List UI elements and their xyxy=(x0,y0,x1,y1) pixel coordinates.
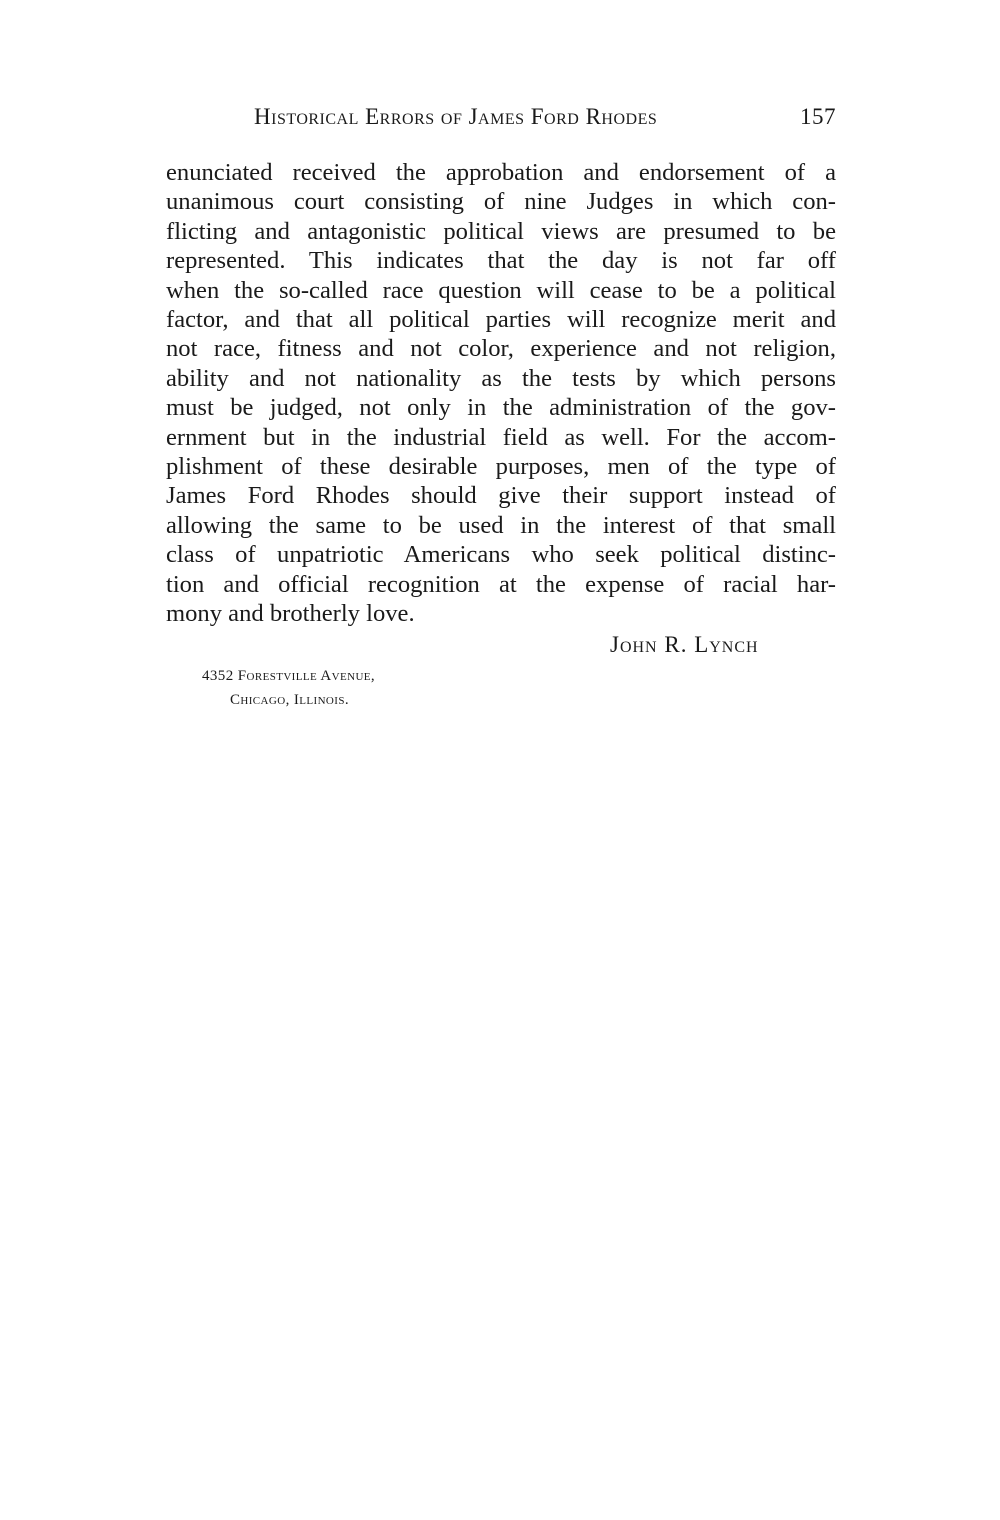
running-title: Historical Errors of James Ford Rhodes xyxy=(254,104,658,129)
running-head xyxy=(166,104,836,138)
address-city: Chicago, Illinois. xyxy=(230,692,349,708)
body-paragraph xyxy=(166,158,836,629)
body-line: when the so-called race question will cease to be a political xyxy=(166,276,836,304)
author-signature: John R. Lynch xyxy=(610,632,759,657)
body-line: plishment of these desirable purposes, men of the type of xyxy=(166,453,836,481)
body-line: not race, fitness and not color, experience and not religion, xyxy=(166,335,836,363)
body-line: enunciated received the approbation and endorsement of a xyxy=(166,159,836,186)
body-line: must be judged, not only in the administration of the gov- xyxy=(166,394,836,422)
body-line: allowing the same to be used in the interest of that small xyxy=(166,511,836,539)
author-address xyxy=(202,664,375,712)
body-line: James Ford Rhodes should give their support instead of xyxy=(166,482,836,510)
body-line: ernment but in the industrial field as well. For the accom- xyxy=(166,423,836,451)
address-street: 4352 Forestville Avenue, xyxy=(202,668,376,684)
body-line: tion and official recognition at the expense of racial har- xyxy=(166,570,836,598)
page-number: 157 xyxy=(800,104,836,129)
body-line: class of unpatriotic Americans who seek political distinc- xyxy=(166,541,836,569)
body-line: represented. This indicates that the day is not far off xyxy=(166,247,836,275)
body-line: factor, and that all political parties will recognize merit and xyxy=(166,306,836,334)
body-line: ability and not nationality as the tests by which persons xyxy=(166,364,836,392)
body-line: flicting and antagonistic political views are presumed to be xyxy=(166,217,836,245)
body-line: unanimous court consisting of nine Judges in which con- xyxy=(166,188,836,216)
body-line: mony and brotherly love. xyxy=(166,600,415,628)
